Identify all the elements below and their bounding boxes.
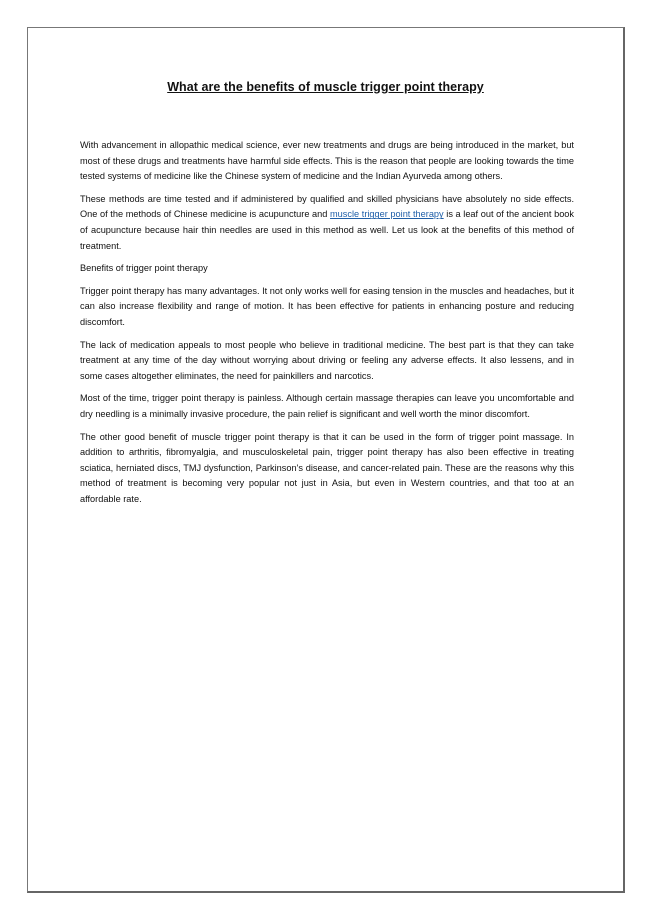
paragraph-painless: Most of the time, trigger point therapy is painless. Although certain massage therapies can leave you uncomfortable and dry needling is a minimally invasive procedure, the pain relief is significant and well worth the minor discomfort. (80, 393, 574, 419)
paragraph-methods-text-before: These methods are time tested and if administered by qualified and skilled physicians have absolutely no side effects. One of the methods of Chinese medicine is acupuncture and (80, 193, 574, 220)
paragraph-intro: With advancement in allopathic medical science, ever new treatments and drugs are being introduced in the market, but most of these drugs and treatments have harmful side effects. This is the reason that people are looking towards the time tested systems of medicine like the Chinese system of medicine and the Indian Ayurveda among others. (80, 140, 574, 182)
document-body (80, 138, 574, 514)
paragraph-advantages: Trigger point therapy has many advantages. It not only works well for easing tension in the muscles and headaches, but it can also increase flexibility and range of motion. It has been effective for patients in enhancing posture and reducing discomfort. (80, 285, 574, 327)
paragraph-methods (80, 192, 574, 254)
paragraph-other-benefits: The other good benefit of muscle trigger point therapy is that it can be used in the form of trigger point massage. In addition to arthritis, fibromyalgia, and musculoskeletal pain, trigger point therapy has also been effective in treating sciatica, herniated discs, TMJ dysfunction, Parkinson's disease, and cancer-related pain. These are the reasons why this method of treatment is becoming very popular not just in Asia, but even in Western countries, and that too at an affordable rate. (80, 431, 574, 504)
muscle-trigger-point-therapy-link[interactable]: muscle trigger point therapy (330, 209, 444, 220)
paragraph-no-medication: The lack of medication appeals to most people who believe in traditional medicine. The best part is that they can take treatment at any time of the day without worrying about driving or feeling any adverse effects. It also lessens, and in some cases altogether eliminates, the need for painkillers and narcotics. (80, 339, 574, 381)
benefits-subheading: Benefits of trigger point therapy (80, 263, 208, 274)
document-title: What are the benefits of muscle trigger point therapy (167, 80, 484, 94)
paragraph-methods-text-after: is a leaf out of the ancient book of acupuncture because hair thin needles are used in this method as well. Let us look at the benefits of this method of treatment. (80, 209, 575, 251)
document-page (27, 27, 625, 893)
